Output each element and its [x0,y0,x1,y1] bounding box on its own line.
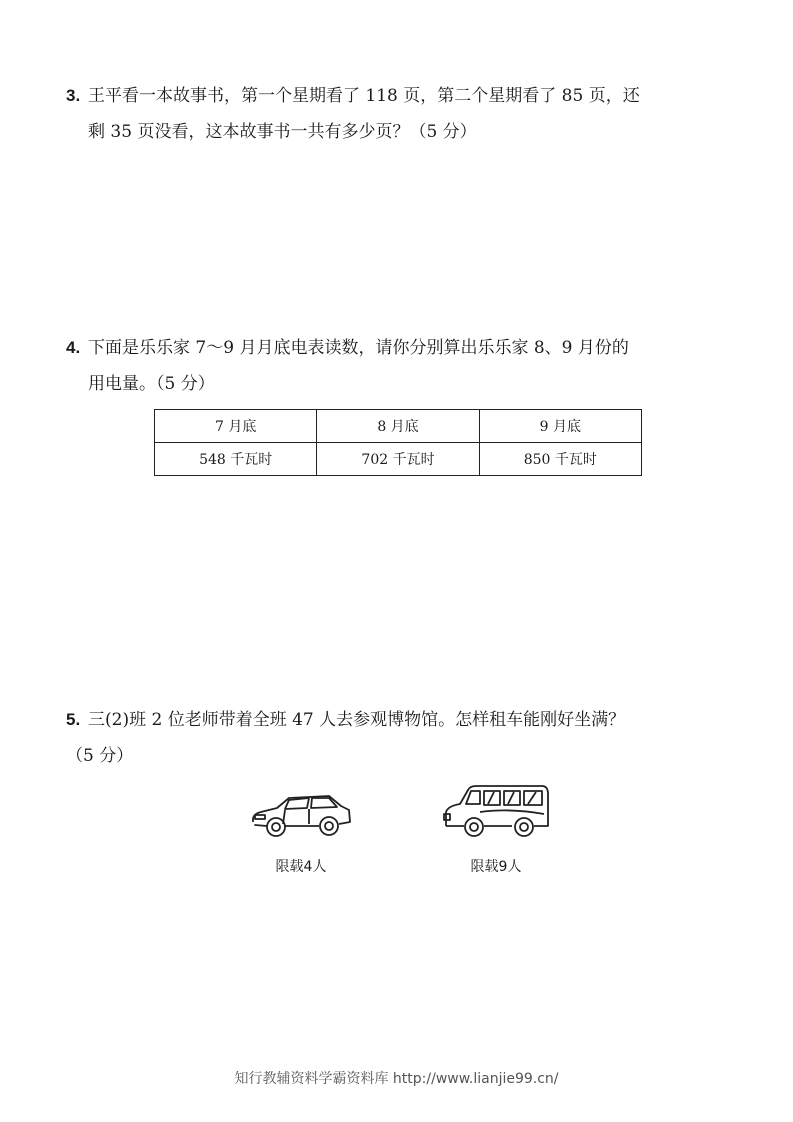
question-4 [66,330,726,402]
table-header-cell: 7 月底 [155,410,317,443]
question-5-line1 [66,702,726,738]
question-5 [66,702,726,774]
table-header-row [155,410,642,443]
question-3-line1 [66,78,726,114]
question-5-line2: （5 分） [66,746,134,766]
table-header-cell: 9 月底 [479,410,641,443]
question-4-line2: 用电量。（5 分） [88,374,215,394]
van-icon [440,782,552,844]
question-4-number: 4. [66,338,81,357]
question-4-line1 [66,330,726,366]
question-5-text: 三(2)班 2 位老师带着全班 47 人去参观博物馆。怎样租车能刚好坐满？ [88,710,626,730]
car-capacity-label: 限载4人 [275,859,327,875]
question-4-text: 下面是乐乐家 7～9 月月底电表读数，请你分别算出乐乐家 8、9 月份的 [88,338,629,358]
car-option [246,788,356,876]
question-3-text: 王平看一本故事书，第一个星期看了 118 页，第二个星期看了 85 页，还 [88,86,640,106]
table-cell: 548 千瓦时 [155,443,317,476]
question-3-number: 3. [66,86,81,105]
table-cell: 850 千瓦时 [479,443,641,476]
table-header-cell: 8 月底 [317,410,479,443]
meter-reading-table [154,409,642,476]
question-5-number: 5. [66,710,81,729]
van-option [440,782,552,876]
question-3 [66,78,726,150]
table-row [155,443,642,476]
table-cell: 702 千瓦时 [317,443,479,476]
footer-watermark: 知行教辅资料学霸资料库 http://www.lianjie99.cn/ [234,1071,559,1087]
question-3-line2: 剩 35 页没看，这本故事书一共有多少页？（5 分） [88,122,477,142]
car-icon [249,788,353,844]
van-capacity-label: 限载9人 [470,859,522,875]
